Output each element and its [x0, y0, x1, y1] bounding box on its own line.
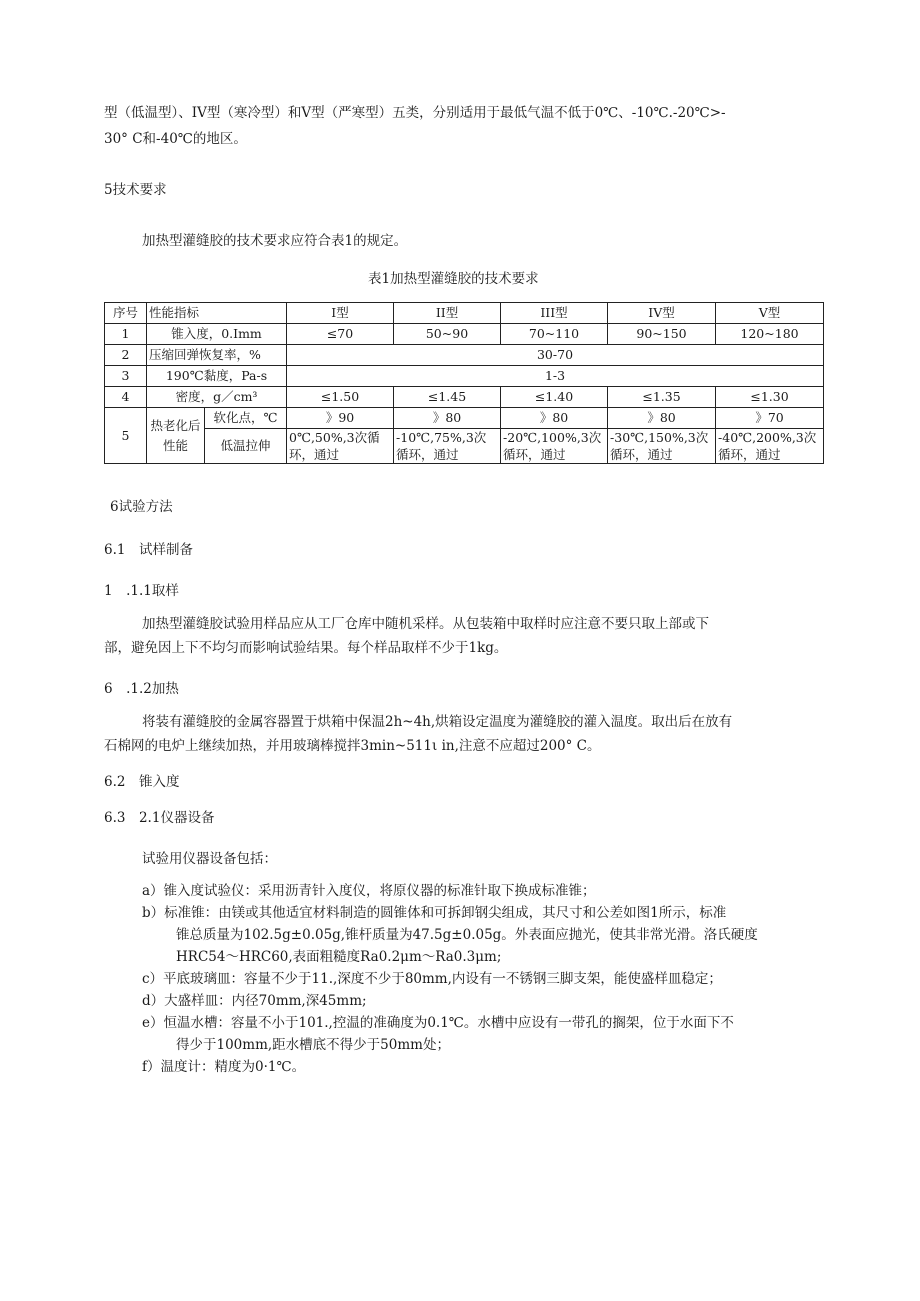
cell-value: 》70: [716, 408, 824, 429]
heating-paragraph-line-1: 将装有灌缝胶的金属容器置于烘箱中保温2h~4h,烘箱设定温度为灌缝胶的灌入温度。取出后在放有: [142, 714, 733, 730]
table-row: [105, 429, 824, 464]
list-item-c: c）平底玻璃皿：容量不少于11.,深度不少于80mm,内设有一不锈钢三脚支架，能使盛样皿稳定；: [142, 971, 722, 987]
cell-value: ≤1.35: [608, 387, 716, 408]
row-no: 4: [105, 387, 147, 408]
row-property: 锥入度，0.Imm: [147, 324, 287, 345]
table-caption: 表1加热型灌缝胶的技术要求: [368, 271, 539, 287]
cell-value: ≤1.45: [394, 387, 501, 408]
section-6-1-1-heading: 1 .1.1取样: [104, 583, 179, 599]
cell-value: -30℃,150%,3次循环，通过: [608, 429, 716, 464]
cell-value: 》80: [394, 408, 501, 429]
list-item-f: f）温度计：精度为0·1℃。: [142, 1059, 306, 1075]
list-item-b-line-2: 锥总质量为102.5g±0.05g,锥杆质量为47.5g±0.05g。外表面应抛光，使其非常光滑。洛氏硬度: [176, 927, 758, 943]
section-6-1-2-heading: 6 .1.2加热: [104, 681, 179, 697]
intro-line-2: 30° C和-40℃的地区。: [104, 131, 247, 147]
row-property: 190℃黏度，Pa-s: [147, 366, 287, 387]
row-group-property: [147, 408, 205, 464]
section-5-heading: 5技术要求: [104, 182, 167, 198]
sampling-paragraph-line-1: 加热型灌缝胶试验用样品应从工厂仓库中随机采样。从包装箱中取样时应注意不要只取上部或下: [142, 616, 709, 632]
group-label-line-2: 性能: [162, 437, 188, 453]
table-row: [105, 366, 824, 387]
heating-paragraph-line-2: 石棉网的电炉上继续加热，并用玻璃棒搅拌3min~511ι in,注意不应超过200° C。: [104, 738, 601, 754]
cell-value: 50~90: [394, 324, 501, 345]
cell-value: 》80: [608, 408, 716, 429]
header-type-2: II型: [394, 303, 501, 324]
cell-value: 90~150: [608, 324, 716, 345]
cell-value-merged: 30-70: [287, 345, 824, 366]
table-row: [105, 324, 824, 345]
cell-value: 》90: [287, 408, 394, 429]
section-6-2-heading: 6.2 锥入度: [104, 774, 180, 790]
list-item-b-line-3: HRC54～HRC60,表面粗糙度Ra0.2μm～Ra0.3μm;: [176, 949, 502, 965]
header-type-1: I型: [287, 303, 394, 324]
table-row: [105, 387, 824, 408]
list-item-e-line-2: 得少于100mm,距水槽底不得少于50mm处；: [176, 1037, 450, 1053]
list-item-a: a）锥入度试验仪：采用沥青针入度仪，将原仪器的标准针取下换成标准锥；: [142, 883, 596, 899]
header-type-4: IV型: [608, 303, 716, 324]
row-no: 1: [105, 324, 147, 345]
group-label-line-1: 热老化后: [150, 417, 201, 433]
cell-value: -20℃,100%,3次循环，通过: [501, 429, 608, 464]
header-type-3: III型: [501, 303, 608, 324]
cell-value: ≤1.50: [287, 387, 394, 408]
table-row: [105, 408, 824, 429]
cell-value: 70~110: [501, 324, 608, 345]
intro-line-1: 型（低温型）、IV型（寒冷型）和V型（严寒型）五类，分别适用于最低气温不低于0℃、-10℃.-20℃>-: [104, 105, 726, 121]
row-no: 2: [105, 345, 147, 366]
row-property: 压缩回弹恢复率，%: [147, 345, 287, 366]
header-property: 性能指标: [147, 303, 287, 324]
cell-value: 0℃,50%,3次循环，通过: [287, 429, 394, 464]
cell-value-merged: 1-3: [287, 366, 824, 387]
section-6-3-heading: 6.3 2.1仪器设备: [104, 810, 215, 826]
section-5-paragraph: 加热型灌缝胶的技术要求应符合表1的规定。: [142, 233, 408, 249]
header-no: 序号: [105, 303, 147, 324]
cell-value: ≤1.30: [716, 387, 824, 408]
row-property: 密度，g／cm³: [147, 387, 287, 408]
row-subproperty: 软化点，℃: [205, 408, 287, 429]
section-6-1-heading: 6.1 试样制备: [104, 542, 193, 558]
row-subproperty: 低温拉伸: [205, 429, 287, 464]
table-header-row: [105, 303, 824, 324]
list-item-e-line-1: e）恒温水槽：容量不小于101.,控温的准确度为0.1℃。水槽中应设有一带孔的搁架，位于水面下不: [142, 1015, 734, 1031]
list-item-d: d）大盛样皿：内径70mm,深45mm;: [142, 993, 367, 1009]
equipment-list: [142, 880, 758, 1078]
row-no: 3: [105, 366, 147, 387]
cell-value: -10℃,75%,3次循环，通过: [394, 429, 501, 464]
technical-requirements-table: [104, 302, 824, 464]
cell-value: 》80: [501, 408, 608, 429]
table-row: [105, 345, 824, 366]
section-6-heading: 6试验方法: [110, 499, 173, 515]
cell-value: -40℃,200%,3次循环，通过: [716, 429, 824, 464]
cell-value: 120~180: [716, 324, 824, 345]
list-item-b-line-1: b）标准锥：由镁或其他适宜材料制造的圆锥体和可拆卸钢尖组成，其尺寸和公差如图1所示，标准: [142, 905, 727, 921]
row-no: 5: [105, 408, 147, 464]
header-type-5: V型: [716, 303, 824, 324]
sampling-paragraph-line-2: 部，避免因上下不均匀而影响试验结果。每个样品取样不少于1kg。: [104, 640, 508, 656]
equipment-intro: 试验用仪器设备包括：: [142, 851, 277, 867]
cell-value: ≤1.40: [501, 387, 608, 408]
cell-value: ≤70: [287, 324, 394, 345]
